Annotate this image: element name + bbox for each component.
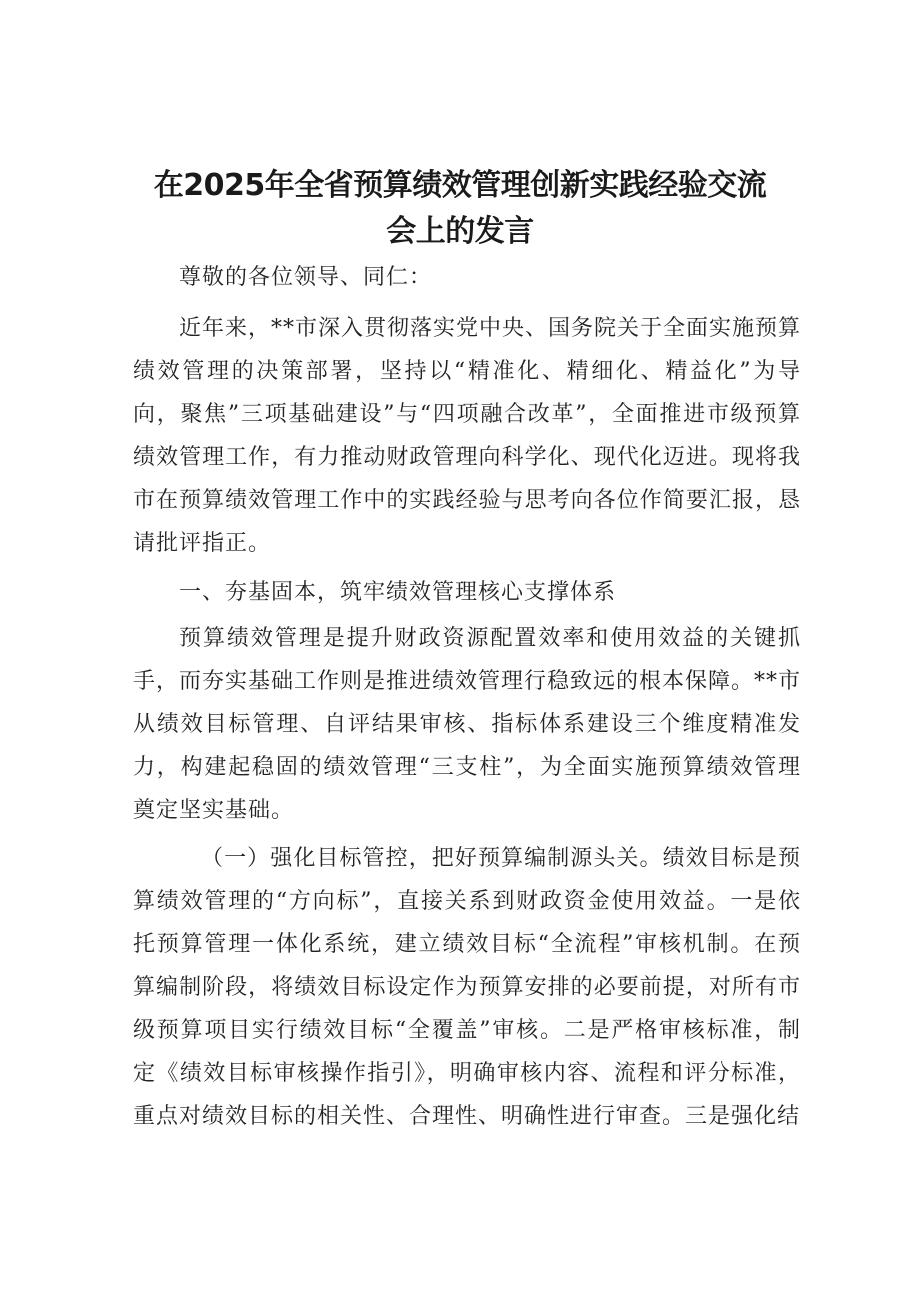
section-heading-1: 一、夯基固本，筑牢绩效管理核心支撑体系 [179, 580, 617, 605]
salutation: 尊敬的各位领导、同仁： [179, 265, 433, 290]
document-title-line-2: 会上的发言 [386, 214, 534, 249]
document-title-line-1: 在2025年全省预算绩效管理创新实践经验交流 [153, 168, 767, 203]
paragraph-intro: 近年来，**市深入贯彻落实党中央、国务院关于全面实施预算绩效管理的决策部署，坚持以“精准化、精细化、精益化”为导向，聚焦”三项基础建设”与“四项融合改革”，全面推进市级预算绩效管理工作，有力推动财政管理向科学化、现代化迈进。现将我市在预算绩效管理工作中的实践经验与思考向各位作简要汇报，恳请批评指正。 [133, 316, 802, 556]
paragraph-subsection-1: （一）强化目标管控，把好预算编制源头关。绩效目标是预算绩效管理的“方向标”，直接关系到财政资金使用效益。一是依托预算管理一体化系统，建立绩效目标“全流程”审核机制。在预算编制阶段，将绩效目标设定作为预算安排的必要前提，对所有市级预算项目实行绩效目标“全覆盖”审核。二是严格审核标准，制定《绩效目标审核操作指引》，明确审核内容、流程和评分标准，重点对绩效目标的相关性、合理性、明确性进行审查。三是强化结 [133, 846, 801, 1129]
paragraph-section-1: 预算绩效管理是提升财政资源配置效率和使用效益的关键抓手，而夯实基础工作则是推进绩效管理行稳致远的根本保障。**市从绩效目标管理、自评结果审核、指标体系建设三个维度精准发力，构建起稳固的绩效管理“三支柱”，为全面实施预算绩效管理奠定坚实基础。 [133, 626, 802, 823]
